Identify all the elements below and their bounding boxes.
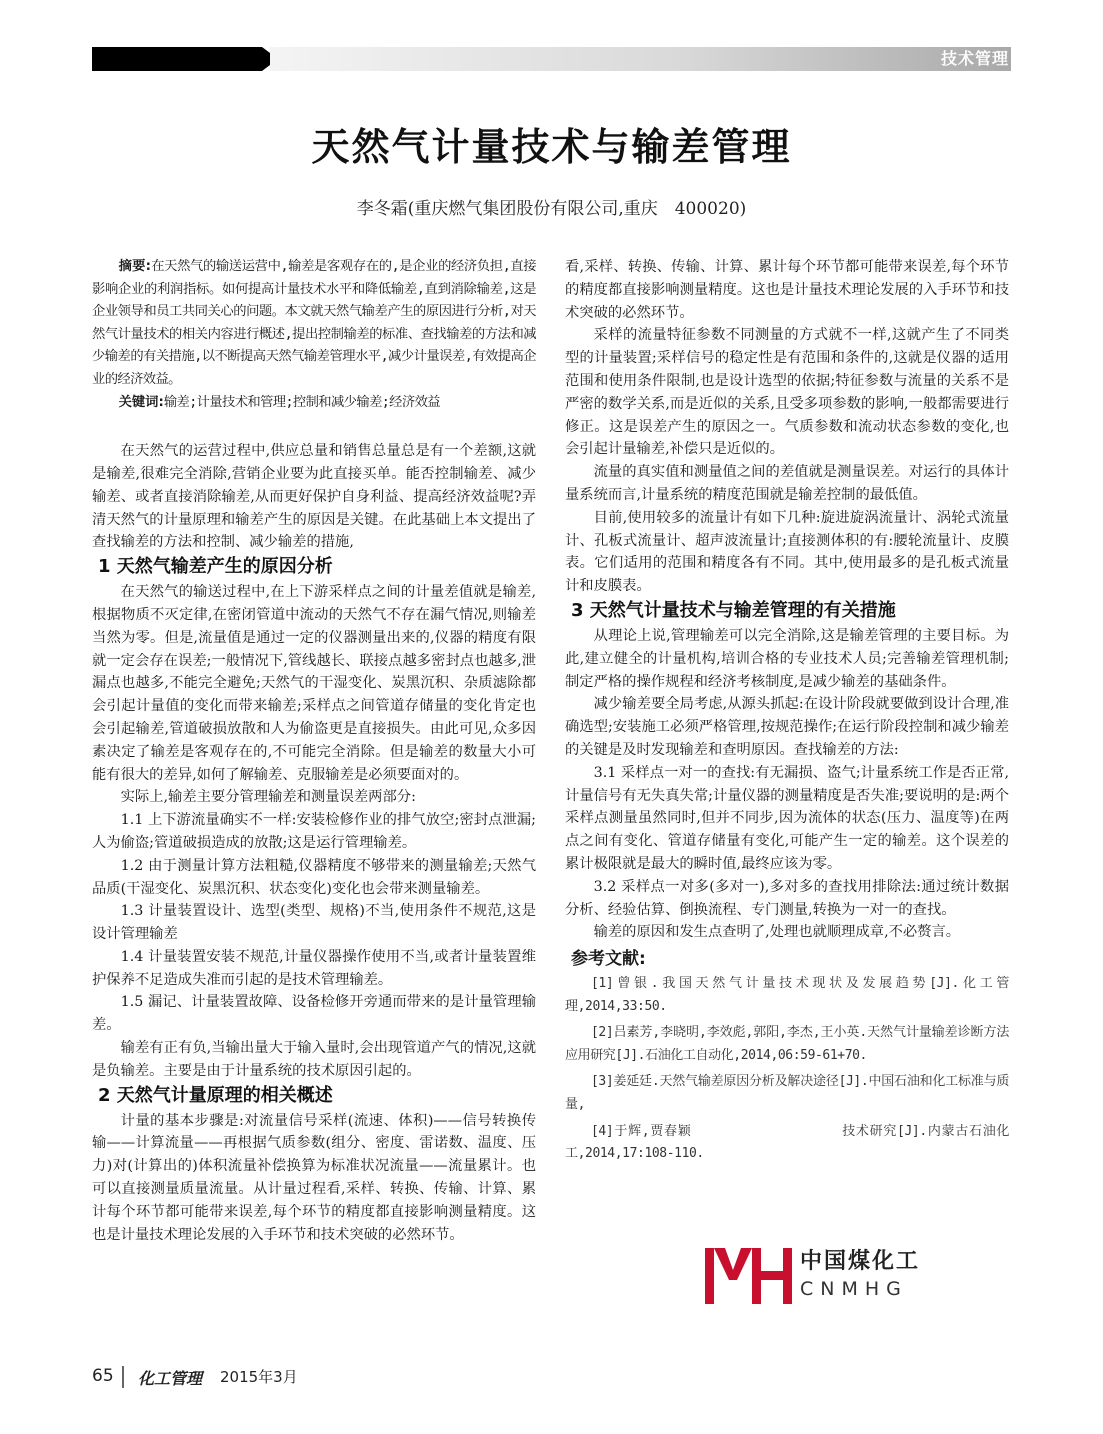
body-paragraph-continuation: 看,采样、转换、传输、计算、累计每个环节都可能带来误差,每个环节的精度都直接影响测量精度。这也是计量技术理论发展的入手环节和技术突破的必然环节。 [565, 259, 1009, 321]
body-paragraph-continued: 计量的基本步骤是:对流量信号采样(流速、体积)——信号转换传输——计算流量——再根据气质参数(组分、密度、雷诺数、温度、压力)对(计算出的)体积流量补偿换算为标准状况流量——流量累计。也可以直接测量质量流量。从计量过程看,采样、转换、传输、计算、累计每个环节都可能带来误差,每个环节的精度都直接影响测量精度。这也是计量技术理论发展的入手环节和技术突破的必然环节。 [92, 1112, 536, 1243]
section-label: 技术管理 [940, 49, 1009, 68]
watermark-cn: 中国煤化工 [800, 1249, 921, 1274]
body-paragraph: 输差的原因和发生点查明了,处理也就顺理成章,不必赘言。 [593, 924, 961, 941]
body-paragraph: 3.1 采样点一对一的查找:有无漏损、盗气;计量系统工作是否正常,计量信号有无失真失常;计量仪器的测量精度是否失准;要说明的是:两个采样点测量虽然同时,但并不同步,因为流体的状态(压力、温度等)在两点之间有变化、管道存储量有变化,可能产生一定的输差。这个误差的累计极限就是最大的瞬时值,最终应该为零。 [565, 764, 1009, 872]
author-line: 李冬霜(重庆燃气集团股份有限公司,重庆 400020) [356, 199, 747, 219]
watermark-en: CNMHG [800, 1278, 908, 1300]
article-title: 天然气计量技术与输差管理 [311, 125, 792, 169]
abstract-label: 摘要: [118, 259, 151, 274]
header-black-bar [92, 47, 262, 71]
reference-item: [3]姜延廷.天然气输差原因分析及解决途径[J].中国石油和化工标准与质量, [565, 1074, 1009, 1113]
left-column [92, 256, 536, 1243]
reference-item: [1]曾银.我国天然气计量技术现状及发展趋势[J].化工管理,2014,33:50. [565, 976, 1009, 1014]
body-paragraph: 目前,使用较多的流量计有如下几种:旋进旋涡流量计、涡轮式流量计、孔板式流量计、超声波流量计;直接测体积的有:腰轮流量计、皮膜表。它们适用的范围和精度各有不同。其中,使用最多的是孔板式流量计和皮膜表。 [565, 509, 1009, 595]
body-paragraph: 实际上,输差主要分管理输差和测量误差两部分: [120, 789, 416, 806]
body-paragraph: 输差有正有负,当输出量大于输入量时,会出现管道产气的情况,这就是负输差。主要是由于计量系统的技术原因引起的。 [92, 1040, 536, 1079]
body-paragraph: 3.2 采样点一对多(多对一),多对多的查找用排除法:通过统计数据分析、经验估算、倒换流程、专门测量,转换为一对一的查找。 [565, 878, 1009, 918]
reference-item: [4]于辉,贾春颖 技术研究[J].内蒙古石油化工,2014,17:108-110. [565, 1123, 1009, 1162]
right-column [565, 256, 1009, 1170]
issue-date: 2015年3月 [220, 1368, 298, 1386]
intro-paragraph: 在天然气的运营过程中,供应总量和销售总量总是有一个差额,这就是输差,很难完全消除,营销企业要为此直接买单。能否控制输差、减少输差、或者直接消除输差,从而更好保护自身利益、提高经济效益呢?弄清天然气的计量原理和输差产生的原因是关键。在此基础上本文提出了查找输差的方法和控制、减少输差的措施, [92, 443, 536, 551]
header-gradient-bar [270, 47, 1011, 71]
body-paragraph: 1.3 计量装置设计、选型(类型、规格)不当,使用条件不规范,这是设计管理输差 [92, 903, 536, 943]
body-paragraph: 减少输差要全局考虑,从源头抓起:在设计阶段就要做到设计合理,准确选型;安装施工必须严格管理,按规范操作;在运行阶段控制和减少输差的关键是及时发现输差和查明原因。查找输差的方法: [565, 696, 1009, 758]
section1-heading: 1 天然气输差产生的原因分析 [98, 556, 333, 578]
abstract [92, 256, 536, 392]
section2-heading: 2 天然气计量原理的相关概述 [98, 1084, 333, 1106]
spacer [92, 414, 536, 436]
keywords-label: 关键词: [118, 394, 164, 410]
body-paragraph: 从理论上说,管理输差可以完全消除,这是输差管理的主要目标。为此,建立健全的计量机构,培训合格的专业技术人员;完善输差管理机制;制定严格的操作规程和经济考核制度,是减少输差的基础条件。 [565, 627, 1009, 690]
body-paragraph: 1.1 上下游流量确实不一样:安装检修作业的排气放空;密封点泄漏;人为偷盗;管道破损造成的放散;这是运行管理输差。 [92, 812, 536, 851]
footer-divider [122, 1366, 124, 1388]
body-paragraph: 1.5 漏记、计量装置故障、设备检修开旁通而带来的是计量管理输差。 [92, 994, 536, 1034]
page-number: 65 [92, 1366, 114, 1386]
journal-name: 化工管理 [138, 1369, 203, 1388]
body-paragraph: 流量的真实值和测量值之间的差值就是测量误差。对运行的具体计量系统而言,计量系统的精度范围就是输差控制的最低值。 [565, 464, 1009, 503]
body-paragraph: 1.4 计量装置安装不规范,计量仪器操作使用不当,或者计量装置维护保养不足造成失准而引起的是技术管理输差。 [92, 948, 536, 988]
abstract-text: 在天然气的输送运营中,输差是客观存在的,是企业的经济负担,直接影响企业的利润指标。如何提高计量技术水平和降低输差,直到消除输差,这是企业领导和员工共同关心的问题。本文就天然气输差产生的原因进行分析,对天然气计量技术的相关内容进行概述,提出控制输差的标准、查找输差的方法和减少输差的有关措施,以不断提高天然气输差管理水平,减少计量误差,有效提高企业的经济效益。 [92, 259, 536, 387]
body-paragraph: 1.2 由于测量计算方法粗糙,仪器精度不够带来的测量输差;天然气品质(干湿变化、炭黑沉积、状态变化)变化也会带来测量输差。 [92, 857, 536, 897]
references-heading: 参考文献: [571, 949, 646, 970]
section3-heading: 3 天然气计量技术与输差管理的有关措施 [571, 599, 896, 621]
keywords [92, 392, 536, 415]
body-paragraph: 采样的流量特征参数不同测量的方式就不一样,这就产生了不同类型的计量装置;采样信号的稳定性是有范围和条件的,这就是仪器的适用范围和使用条件限制,也是设计选型的依据;特征参数与流量的关系不是严密的数学关系,而是近似的关系,且受多项参数的影响,一般都需要进行修正。这是误差产生的原因之一。气质参数和流动状态参数的变化,也会引起计量输差,补偿只是近似的。 [565, 327, 1009, 458]
keywords-text: 输差;计量技术和管理;控制和减少输差;经济效益 [163, 394, 440, 410]
cnmhg-logo-icon [703, 1246, 793, 1306]
reference-item: [2]吕素芳,李晓明,李效彪,郭阳,李杰,王小英.天然气计量输差诊断方法应用研究[J].石油化工自动化,2014,06:59-61+70. [565, 1025, 1009, 1063]
body-paragraph: 在天然气的输送过程中,在上下游采样点之间的计量差值就是输差,根据物质不灭定律,在密闭管道中流动的天然气不存在漏气情况,则输差当然为零。但是,流量值是通过一定的仪器测量出来的,仪器的精度有限就一定会存在误差;一般情况下,管线越长、联接点越多密封点也越多,泄漏点也越多,不能完全避免;天然气的干湿变化、炭黑沉积、杂质滤除都会引起计量值的变化而带来输差;采样点之间管道存储量的变化肯定也会引起输差,管道破损放散和人为偷盗更是直接损失。由此可见,众多因素决定了输差是客观存在的,不可能完全消除。但是输差的数量大小可能有很大的差异,如何了解输差、克服输差是必须要面对的。 [92, 584, 536, 783]
